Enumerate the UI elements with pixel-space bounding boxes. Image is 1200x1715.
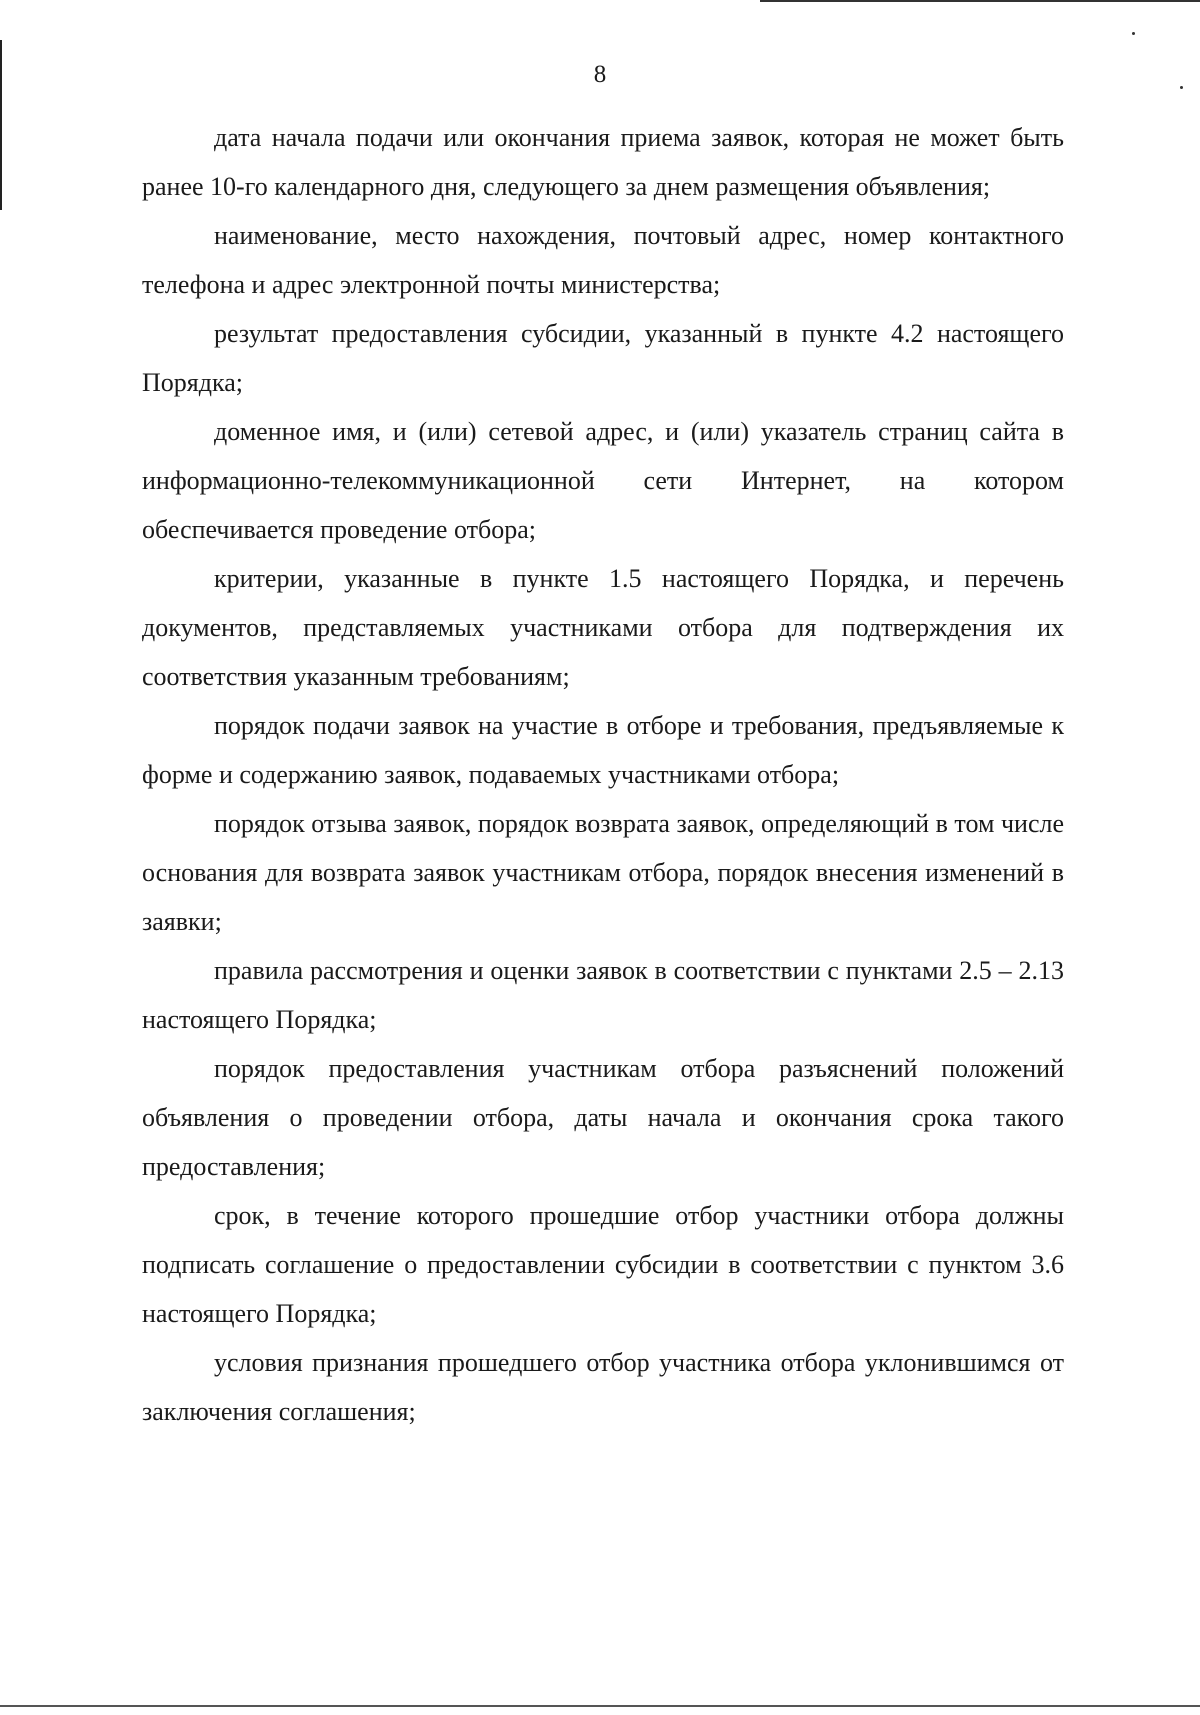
paragraph-withdrawal-procedure: порядок отзыва заявок, порядок возврата заявок, определяющий в том числе основания для возврата заявок участникам отбора, порядок внесения изменений в заявки; xyxy=(142,809,1064,936)
document-body xyxy=(142,113,1064,1436)
paragraph-ministry-contacts: наименование, место нахождения, почтовый адрес, номер контактного телефона и адрес электронной почты министерства; xyxy=(142,221,1064,299)
paragraph-website: доменное имя, и (или) сетевой адрес, и (или) указатель страниц сайта в информационно-телекоммуникационной сети Интернет, на котором обеспечивается проведение отбора; xyxy=(142,417,1064,544)
paragraph-signing-deadline: срок, в течение которого прошедшие отбор участники отбора должны подписать соглашение о предоставлении субсидии в соответствии с пунктом 3.6 настоящего Порядка; xyxy=(142,1201,1064,1328)
paragraph-announcement-dates: дата начала подачи или окончания приема заявок, которая не может быть ранее 10-го календарного дня, следующего за днем размещения объявления; xyxy=(142,123,1064,201)
paragraph-application-procedure: порядок подачи заявок на участие в отборе и требования, предъявляемые к форме и содержанию заявок, подаваемых участниками отбора; xyxy=(142,711,1064,789)
paragraph-evaluation-rules: правила рассмотрения и оценки заявок в соответствии с пунктами 2.5 – 2.13 настоящего Порядка; xyxy=(142,956,1064,1034)
scan-speck xyxy=(1132,32,1135,35)
scan-edge-bottom xyxy=(0,1705,1200,1707)
paragraph-evasion-conditions: условия признания прошедшего отбор участника отбора уклонившимся от заключения соглашения; xyxy=(142,1348,1064,1426)
scan-edge-top xyxy=(760,0,1200,2)
page-number: 8 xyxy=(593,61,607,88)
paragraph-clarifications: порядок предоставления участникам отбора разъяснений положений объявления о проведении отбора, даты начала и окончания срока такого предоставления; xyxy=(142,1054,1064,1181)
paragraph-criteria: критерии, указанные в пункте 1.5 настоящего Порядка, и перечень документов, представляемых участниками отбора для подтверждения их соответствия указанным требованиям; xyxy=(142,564,1064,691)
paragraph-subsidy-result: результат предоставления субсидии, указанный в пункте 4.2 настоящего Порядка; xyxy=(142,319,1064,397)
